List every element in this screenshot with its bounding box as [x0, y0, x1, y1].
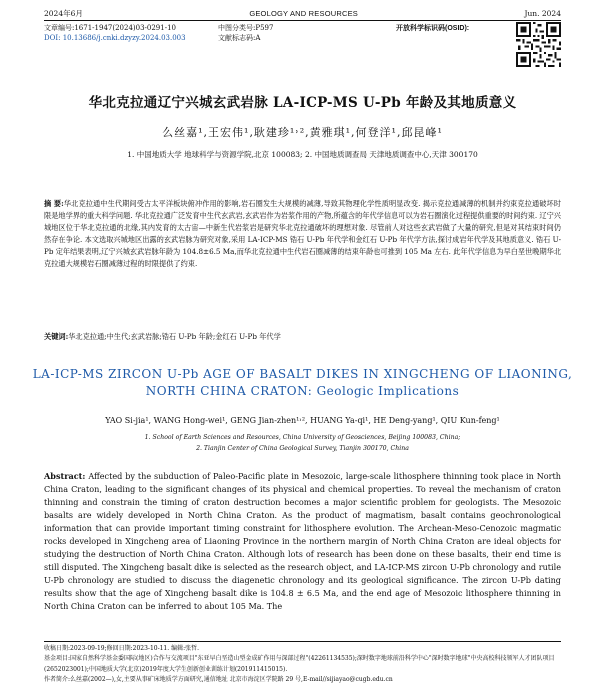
english-title-line2: NORTH CHINA CRATON: Geologic Implications: [145, 384, 460, 398]
article-meta-mid: [218, 23, 273, 43]
article-number: 文章编号:1671-1947(2024)03-0291-10: [44, 24, 176, 32]
footnote-rule: [44, 641, 561, 642]
chinese-abstract: [44, 198, 561, 271]
fund-info: 基金项目:国家自然科学基金委国际(地区)合作与交流项目"东亚早白垩造山型金成矿作用与深部过程"(42261134535);深时数字地球前沿科学中心"深时数字地球"中央高校科技领军人才团队项目(2652023001);中国地质大学(北京)2019年度大学生创新创业训练计划(201911415015).: [44, 655, 555, 673]
english-title-line1: LA-ICP-MS ZIRCON U-Pb AGE OF BASALT DIKES IN XINGCHENG OF LIAONING,: [32, 367, 573, 381]
header-date-left: 2024年6月: [44, 8, 83, 18]
received-date: 收稿日期:2023-09-19;修回日期:2023-10-11. 编辑:张哲.: [44, 645, 199, 652]
author-bio: 作者简介:么丝嘉(2002—),女,主要从事矿床地质学方面研究,通信地址 北京市海淀区学院路 29 号,E-mail//sijiayao@cugb.edu.cn: [44, 675, 393, 683]
english-abstract-text: Affected by the subduction of Paleo-Pacific plate in Mesozoic, large-scale lithosphere thinning took place in North China Craton, leading to the significant changes of its physical and chemical properties. To reveal the mechanism of craton thinning and constrain the timing of craton destruction becomes a major scientific problem for geologists. The Mesozoic basalts are widely developed in North China Craton. As the product of magmatism, basalt contains geochronological information that can provide important timing constraint for lithosphere evolution. The Archean-Meso-Cenozoic magmatic rocks developed in Xingcheng area of Liaoning Province in the northern margin of North China Craton are ideal objects for studying the destruction of North China Craton. Although lots of research has been done on these basalts, their end time is still disputed. The Xingcheng basalt dike is selected as the research object, and LA-ICP-MS zircon U-Pb chronology and rutile U-Pb chronology are studied to discuss the diagenetic chronology and its geological significance. The zircon U-Pb dating results show that the age of Xingcheng basalt dike is 104.8 ± 6.5 Ma, and the end age of Mesozoic lithosphere thinning in North China Craton can be inferred to about 105 Ma. The: [44, 471, 561, 612]
chinese-affiliations: 1. 中国地质大学 地球科学与资源学院,北京 100083; 2. 中国地质调查局 天津地质调查中心,天津 300170: [127, 150, 478, 159]
header-date-right: Jun. 2024: [524, 8, 561, 18]
chinese-abstract-label: 摘 要:: [44, 199, 64, 208]
english-affiliations: [0, 432, 605, 454]
chinese-keywords-label: 关键词:: [44, 332, 69, 341]
english-affiliation-2: 2. Tianjin Center of China Geological Survey, Tianjin 300170, China: [196, 445, 409, 452]
osid-label: 开放科学标识码(OSID):: [396, 25, 470, 32]
english-abstract: [44, 470, 561, 614]
header-rule: [44, 20, 561, 21]
document-code: 文献标志码:A: [218, 34, 261, 42]
chinese-keywords: [44, 332, 561, 342]
english-authors: YAO Si-jia¹, WANG Hong-wei¹, GENG Jian-zhen¹˒², HUANG Ya-qi¹, HE Deng-yang¹, QIU Kun-feng¹: [105, 416, 500, 425]
chinese-title: 华北克拉通辽宁兴城玄武岩脉 LA-ICP-MS U-Pb 年龄及其地质意义: [88, 95, 517, 111]
qr-code-icon: [516, 22, 561, 67]
clc-number: 中图分类号:P597: [218, 24, 274, 32]
article-meta-left: [44, 23, 186, 43]
chinese-authors: 么丝嘉¹,王宏伟¹,耿建珍¹˒²,黄雅琪¹,何登洋¹,邱昆峰¹: [162, 126, 443, 139]
english-affiliation-1: 1. School of Earth Sciences and Resources, China University of Geosciences, Beijing 100083, China;: [144, 434, 461, 441]
chinese-abstract-text: 华北克拉通中生代期间受古太平洋板块俯冲作用的影响,岩石圈发生大规模的减薄,导致其物理化学性质明显改变. 揭示克拉通减薄的机制并约束克拉通破坏时限是地学界的重大科学问题. 华北克拉通广泛发育中生代玄武岩,玄武岩作为岩浆作用的产物,所蕴含的年代学信息可以为岩石圈演化过程提供重要的时间约束. 辽宁兴城地区位于华北克拉通的北缘,其内发育的太古宙—中新生代岩浆岩是研究华北克拉通破坏的理想对象. 尽管前人对这些玄武岩做了大量的研究,但是对其结束时间仍然存在争论. 本文选取兴城地区出露的玄武岩脉为研究对象,采用 LA-ICP-MS 锆石 U-Pb 年代学和金红石 U-Pb 年代学方法,探讨成岩年代学及其地质意义. 锆石 U-Pb 定年结果表明,辽宁兴城玄武岩脉年龄为 104.8±6.5 Ma,而华北克拉通中生代岩石圈减薄的结束年龄也可推到 105 Ma 左右. 此年代学信息为早白垩世晚期华北克拉通大规模岩石圈减薄过程的时限提供了约束.: [44, 199, 562, 269]
journal-name: GEOLOGY AND RESOURCES: [249, 8, 358, 18]
english-abstract-label: Abstract:: [44, 471, 86, 481]
chinese-keywords-text: 华北克拉通;中生代;玄武岩脉;锆石 U-Pb 年龄;金红石 U-Pb 年代学: [68, 332, 281, 341]
footnotes: [44, 644, 561, 685]
english-title: [20, 366, 585, 400]
doi-link[interactable]: DOI: 10.13686/j.cnki.dzyzy.2024.03.003: [44, 34, 186, 42]
running-header: [44, 6, 561, 20]
